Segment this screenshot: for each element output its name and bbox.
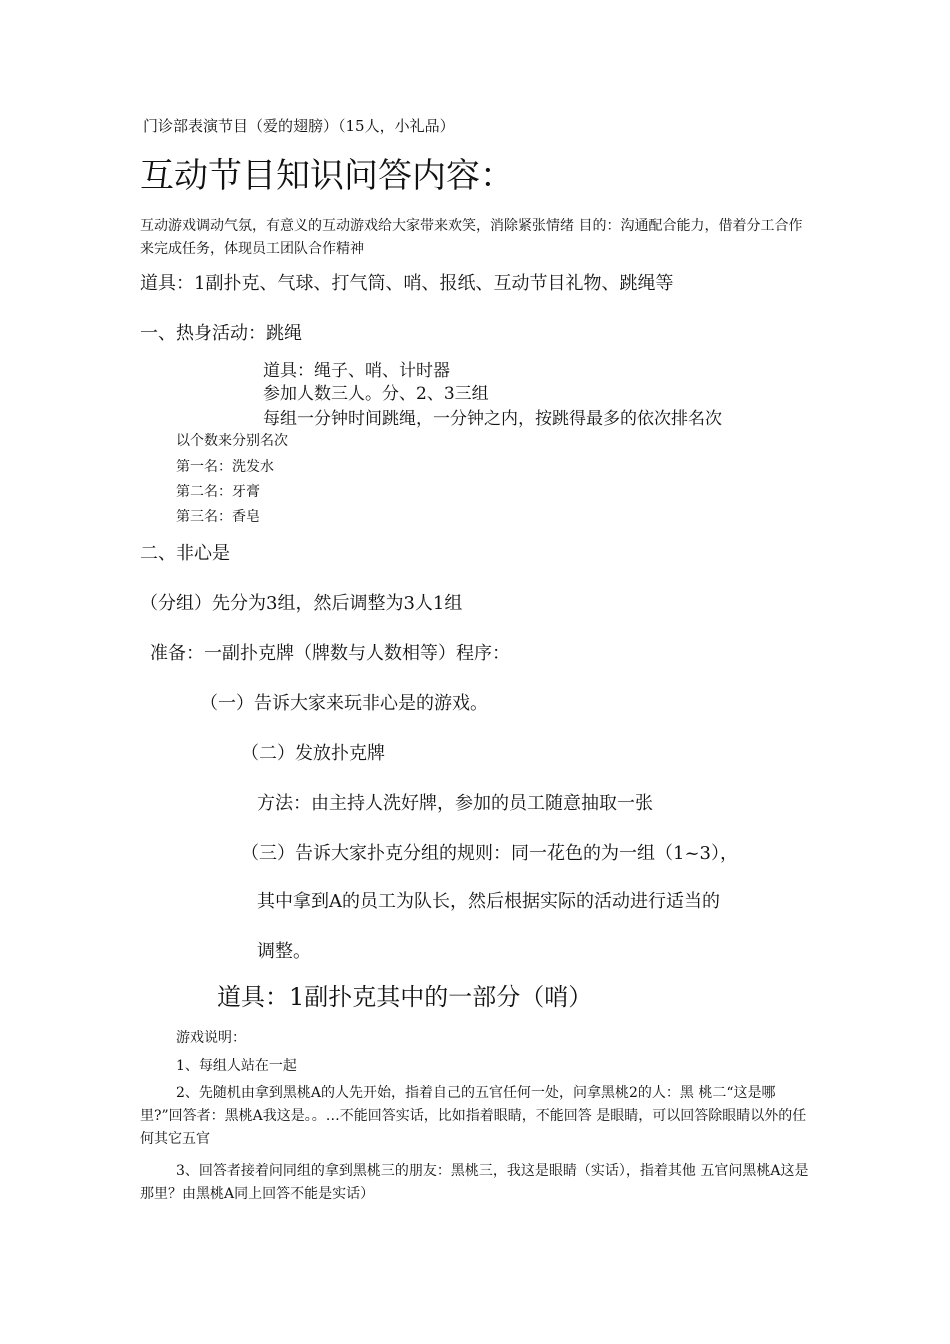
step-3-continued: 其中拿到A的员工为队长，然后根据实际的活动进行适当的 (257, 891, 720, 912)
section1-rank-note: 以个数来分别名次 (176, 433, 288, 449)
prize-third: 第三名：香皂 (176, 509, 260, 525)
section2-heading: 二、非心是 (140, 543, 230, 564)
intro-paragraph: 互动游戏调动气氛，有意义的互动游戏给大家带来欢笑，消除紧张情绪 目的：沟通配合能力，借着分工合作来完成任务，体现员工团队合作精神 (140, 218, 803, 258)
section1-heading: 一、热身活动：跳绳 (140, 323, 302, 344)
game-label: 游戏说明： (176, 1030, 246, 1046)
step-3: （三）告诉大家扑克分组的规则：同一花色的为一组（1~3）， (241, 843, 738, 864)
step-3-end: 调整。 (257, 941, 311, 962)
step-2: （二）发放扑克牌 (241, 743, 385, 764)
props-subheading: 道具：1副扑克其中的一部分（哨） (217, 983, 593, 1011)
step-1: （一）告诉大家来玩非心是的游戏。 (200, 693, 488, 714)
game-step-1: 1、每组人站在一起 (176, 1058, 297, 1074)
program-line: 门诊部表演节目（爱的翅膀）（15人，小礼品） (143, 117, 455, 135)
section1-tools: 道具：绳子、哨、计时器 (263, 361, 450, 381)
game-step-3: 3、回答者接着问同组的拿到黑桃三的朋友：黑桃三，我这是眼睛（实话），指着其他 五官问黑桃A这是那里？由黑桃A同上回答不能是实话） (140, 1163, 809, 1203)
prize-first: 第一名：洗发水 (176, 459, 274, 475)
page-title: 互动节目知识问答内容： (140, 156, 514, 196)
step-2-method: 方法：由主持人洗好牌，参加的员工随意抽取一张 (257, 793, 653, 814)
section1-people: 参加人数三人。分、2、3三组 (263, 384, 489, 404)
section2-group: （分组）先分为3组，然后调整为3人1组 (140, 593, 463, 614)
prize-second: 第二名：牙膏 (176, 484, 260, 500)
section1-rule: 每组一分钟时间跳绳，一分钟之内，按跳得最多的依次排名次 (263, 409, 722, 429)
props-line: 道具：1副扑克、气球、打气筒、哨、报纸、互动节目礼物、跳绳等 (140, 273, 674, 294)
section2-prepare: 准备：一副扑克牌（牌数与人数相等）程序： (150, 643, 510, 664)
game-step-2: 2、先随机由拿到黑桃A的人先开始，指着自己的五官任何一处，问拿黑桃2的人：黑 桃二“这是哪里?”回答者：黑桃A我这是。。…不能回答实话，比如指着眼睛，不能回答 是眼睛，可以回答除眼睛以外的任何其它五官 (140, 1085, 807, 1148)
